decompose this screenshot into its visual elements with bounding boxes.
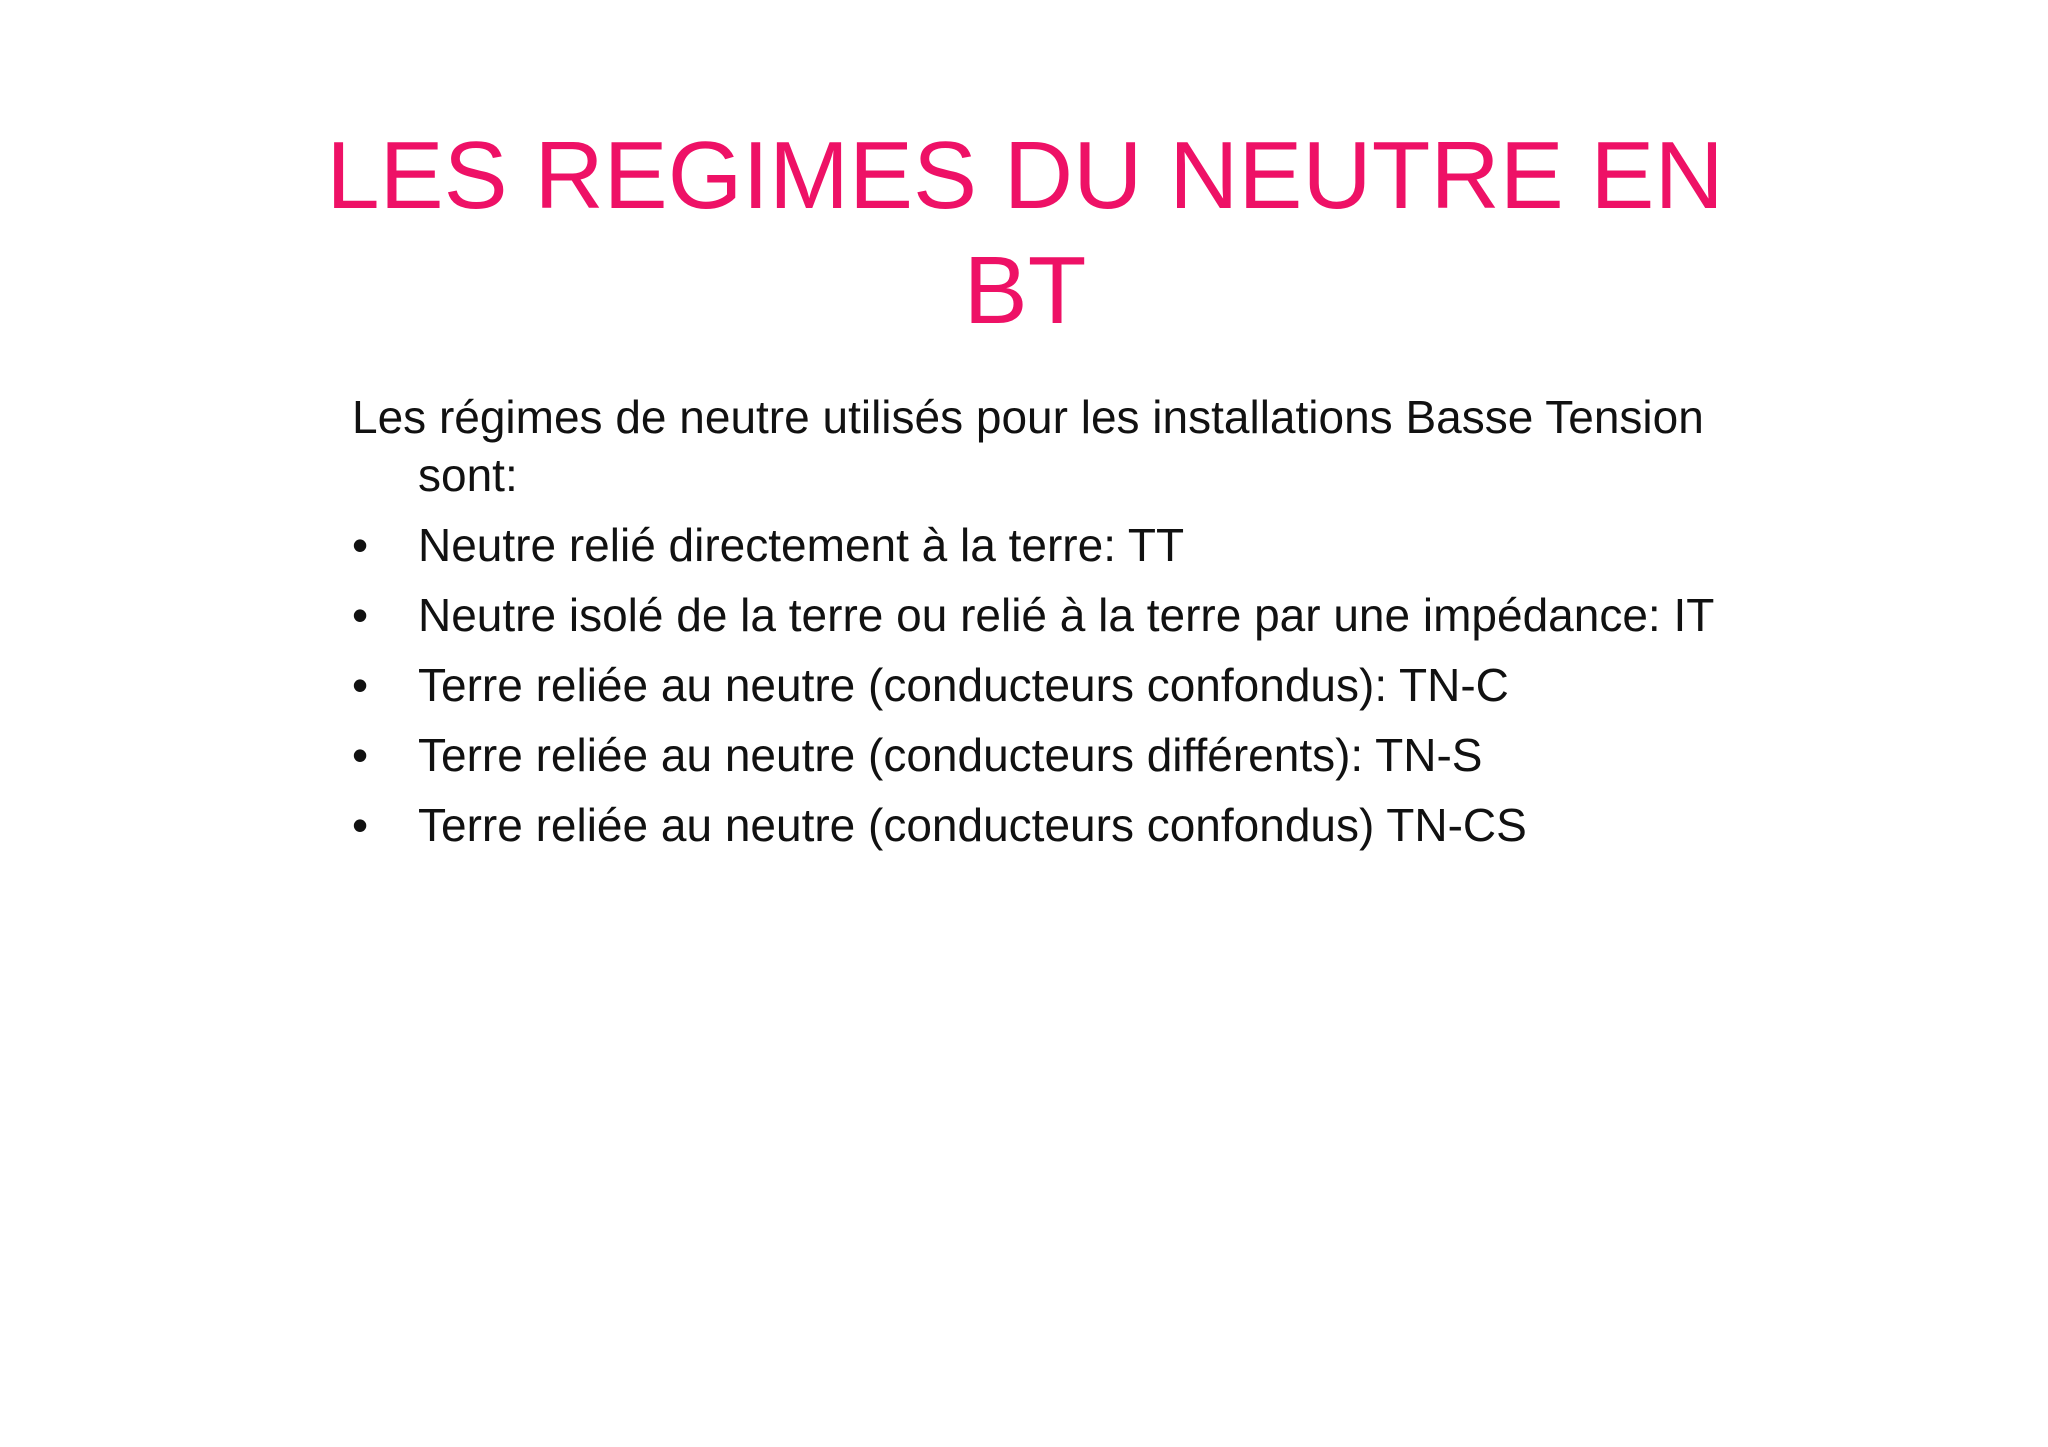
slide-body <box>352 388 1752 866</box>
bullet-text: Neutre isolé de la terre ou relié à la terre par une impédance: IT <box>418 589 1715 641</box>
bullet-dot-icon: • <box>352 519 369 571</box>
bullet-text: Terre reliée au neutre (conducteurs différents): TN-S <box>418 729 1483 781</box>
title-line-2: BT <box>963 237 1087 344</box>
bullet-text: Neutre relié directement à la terre: TT <box>418 519 1185 571</box>
slide-title <box>260 118 1790 348</box>
bullet-item-it <box>352 586 1752 644</box>
intro-paragraph: Les régimes de neutre utilisés pour les installations Basse Tension sont: <box>352 391 1704 501</box>
bullet-dot-icon: • <box>352 659 369 711</box>
bullet-item-tt <box>352 516 1752 574</box>
bullet-dot-icon: • <box>352 729 369 781</box>
bullet-item-tn-c <box>352 656 1752 714</box>
bullet-dot-icon: • <box>352 589 369 641</box>
title-line-1: LES REGIMES DU NEUTRE EN <box>326 122 1724 229</box>
bullet-item-tn-cs <box>352 796 1752 854</box>
bullet-item-tn-s <box>352 726 1752 784</box>
bullet-dot-icon: • <box>352 799 369 851</box>
bullet-text: Terre reliée au neutre (conducteurs confondus): TN-C <box>418 659 1509 711</box>
bullet-list <box>352 516 1752 854</box>
bullet-text: Terre reliée au neutre (conducteurs confondus) TN-CS <box>418 799 1527 851</box>
